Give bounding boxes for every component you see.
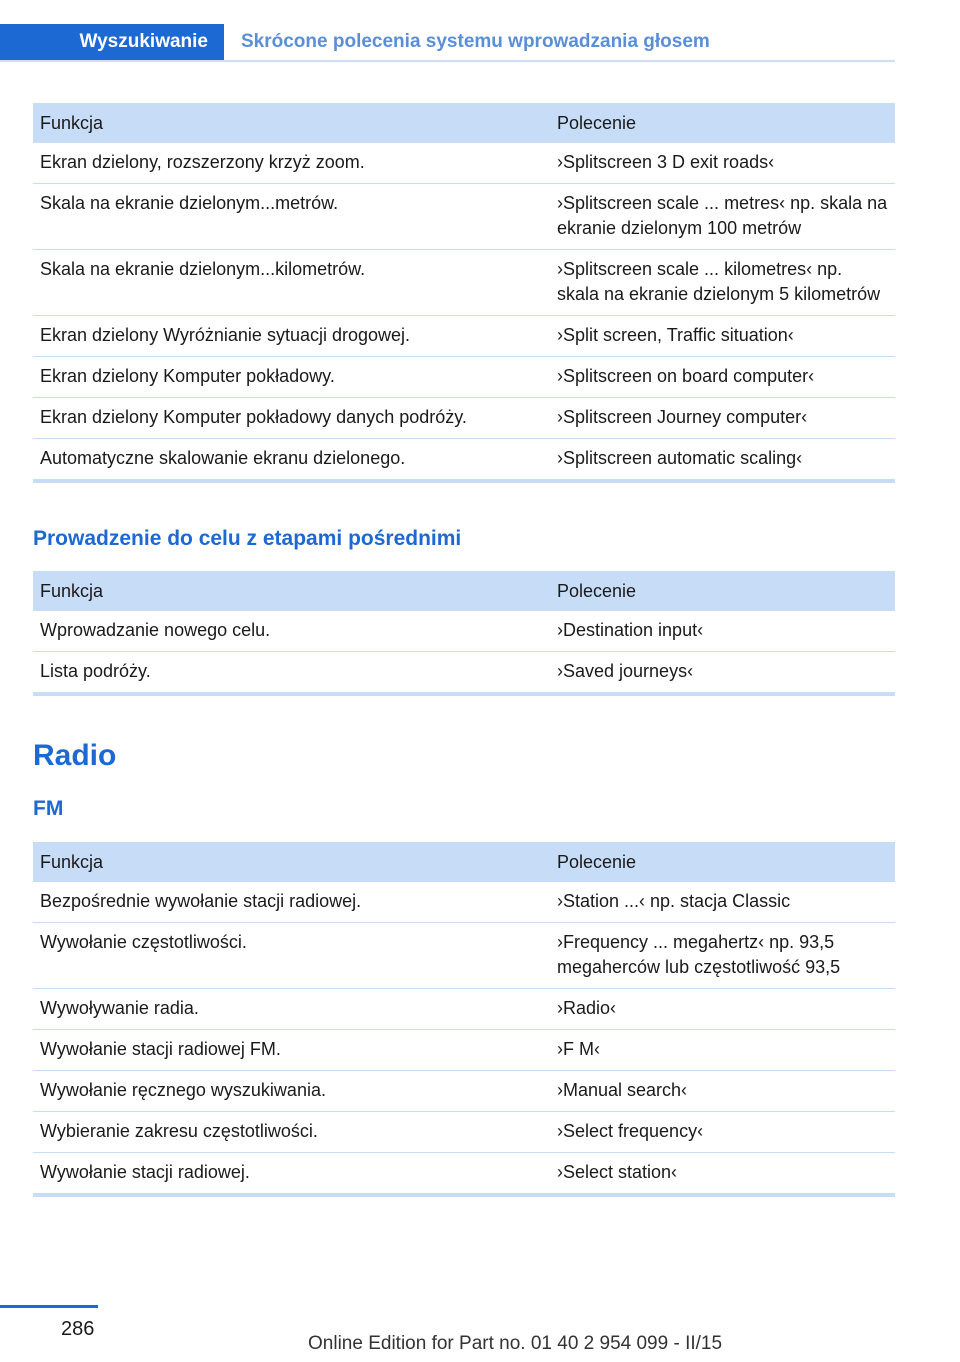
table-row [33,143,895,184]
function-cell: Wywołanie stacji radiowej. [33,1153,550,1196]
commands-table-splitscreen [33,103,895,483]
table-row [33,1153,895,1196]
table-header-row [33,842,895,882]
commands-table-waypoints [33,571,895,696]
command-cell: ›Splitscreen 3 D exit roads‹ [550,143,895,184]
function-cell: Wybieranie zakresu częstotliwości. [33,1112,550,1153]
table-header-row [33,103,895,143]
function-cell: Ekran dzielony Komputer pokładowy danych podróży. [33,398,550,439]
command-cell: ›Station ...‹ np. stacja Classic [550,882,895,923]
table-row [33,250,895,316]
page-number: 286 [61,1318,95,1340]
command-cell: ›Saved journeys‹ [550,652,895,695]
section-heading-radio: Radio [33,739,117,772]
function-cell: Lista podróży. [33,652,550,695]
function-cell: Wywołanie ręcznego wyszukiwania. [33,1071,550,1112]
table-row [33,316,895,357]
table-row [33,439,895,482]
function-cell: Skala na ekranie dzielonym...kilometrów. [33,250,550,316]
column-header-function: Funkcja [33,842,550,882]
function-cell: Ekran dzielony Komputer pokładowy. [33,357,550,398]
section-heading-waypoints: Prowadzenie do celu z etapami pośrednimi [33,527,462,550]
column-header-command: Polecenie [550,842,895,882]
command-cell: ›Manual search‹ [550,1071,895,1112]
header-tab: Wyszukiwanie [0,24,224,60]
function-cell: Wywołanie stacji radiowej FM. [33,1030,550,1071]
footer-edition-text: Online Edition for Part no. 01 40 2 954 099 - II/15 [308,1333,723,1354]
table-row [33,1071,895,1112]
table-row [33,882,895,923]
table-row [33,357,895,398]
table-row [33,1112,895,1153]
command-cell: ›Frequency ... megahertz‹ np. 93,5 megaherców lub częstotliwość 93,5 [550,923,895,989]
table-row [33,652,895,695]
column-header-command: Polecenie [550,103,895,143]
command-cell: ›Split screen, Traffic situation‹ [550,316,895,357]
command-cell: ›Splitscreen scale ... kilometres‹ np. skala na ekranie dzielonym 5 kilometrów [550,250,895,316]
commands-table-fm [33,842,895,1197]
table-row [33,989,895,1030]
command-cell: ›Splitscreen on board computer‹ [550,357,895,398]
column-header-command: Polecenie [550,571,895,611]
function-cell: Automatyczne skalowanie ekranu dzielonego. [33,439,550,482]
function-cell: Ekran dzielony Wyróżnianie sytuacji drogowej. [33,316,550,357]
table-row [33,398,895,439]
command-cell: ›Radio‹ [550,989,895,1030]
page-header [0,24,895,62]
table-row [33,184,895,250]
column-header-function: Funkcja [33,571,550,611]
footer-accent-line [0,1305,98,1308]
function-cell: Bezpośrednie wywołanie stacji radiowej. [33,882,550,923]
function-cell: Wywoływanie radia. [33,989,550,1030]
command-cell: ›Splitscreen scale ... metres‹ np. skala na ekranie dzielonym 100 metrów [550,184,895,250]
header-section-title: Skrócone polecenia systemu wprowadzania głosem [241,31,710,52]
command-cell: ›F M‹ [550,1030,895,1071]
command-cell: ›Splitscreen Journey computer‹ [550,398,895,439]
command-cell: ›Select frequency‹ [550,1112,895,1153]
table-row [33,611,895,652]
subsection-heading-fm: FM [33,797,64,820]
command-cell: ›Splitscreen automatic scaling‹ [550,439,895,482]
function-cell: Wprowadzanie nowego celu. [33,611,550,652]
command-cell: ›Destination input‹ [550,611,895,652]
table-header-row [33,571,895,611]
table-row [33,923,895,989]
function-cell: Skala na ekranie dzielonym...metrów. [33,184,550,250]
column-header-function: Funkcja [33,103,550,143]
function-cell: Wywołanie częstotliwości. [33,923,550,989]
command-cell: ›Select station‹ [550,1153,895,1196]
table-row [33,1030,895,1071]
function-cell: Ekran dzielony, rozszerzony krzyż zoom. [33,143,550,184]
